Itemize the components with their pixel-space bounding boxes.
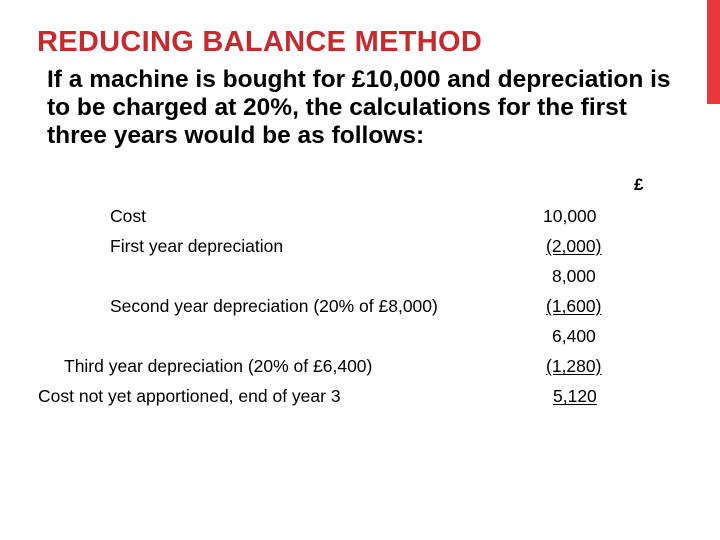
row-value-second-year-depreciation: (1,600): [546, 296, 602, 316]
row-label-first-year-depreciation: First year depreciation: [110, 236, 284, 256]
row-value-cost: 10,000: [543, 206, 597, 226]
row-value-third-year-depreciation: (1,280): [546, 356, 602, 376]
row-value-balance-year-2: 6,400: [552, 326, 596, 346]
row-label-cost-not-apportioned: Cost not yet apportioned, end of year 3: [38, 386, 341, 406]
row-value-cost-not-apportioned: 5,120: [553, 386, 597, 406]
row-label-second-year-depreciation: Second year depreciation (20% of £8,000): [110, 296, 438, 316]
row-value-balance-year-1: 8,000: [552, 266, 596, 286]
row-value-first-year-depreciation: (2,000): [546, 236, 602, 256]
slide-title: REDUCING BALANCE METHOD: [37, 26, 483, 58]
row-label-third-year-depreciation: Third year depreciation (20% of £6,400): [64, 356, 373, 376]
accent-bar: [707, 0, 720, 104]
currency-header: £: [634, 175, 644, 194]
intro-paragraph: If a machine is bought for £10,000 and depreciation is to be charged at 20%, the calculations for the first three years would be as follows:: [47, 66, 671, 149]
row-label-cost: Cost: [110, 206, 146, 226]
